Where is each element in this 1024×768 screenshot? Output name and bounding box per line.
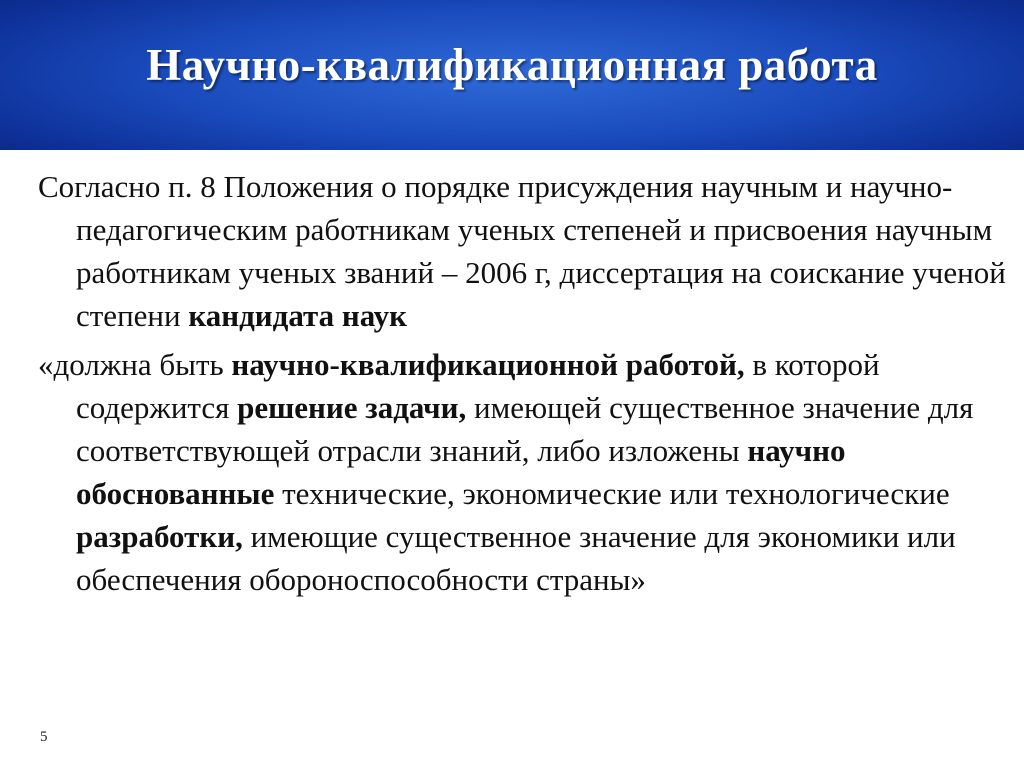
slide-body: [38, 165, 1010, 601]
emphasis-scientifically-grounded: научно обоснованные: [76, 433, 846, 511]
quote-text-3: имеющей существенное значение для соответствующей отрасли знаний, либо изложены: [76, 390, 974, 468]
paragraph-regulation-text: Согласно п. 8 Положения о порядке присуждения научным и научно-педагогическим работникам ученых степеней и присвоения научным работникам ученых званий – 2006 г, диссертация на соискание ученой степени: [38, 169, 1006, 333]
slide-number: 5: [40, 729, 48, 745]
paragraph-regulation: [38, 165, 1010, 337]
quote-text-2: в которой содержится: [76, 347, 880, 425]
emphasis-developments: разработки,: [76, 519, 243, 554]
slide-title: Научно-квалификационная работа: [146, 40, 878, 90]
emphasis-qualification-work: научно-квалификационной работой,: [231, 347, 745, 382]
paragraph-quote: [38, 343, 1010, 601]
quote-text-1: «должна быть: [38, 347, 232, 382]
quote-text-4: технические, экономические или технологические: [274, 476, 950, 511]
quote-text-5: имеющие существенное значение для экономики или обеспечения обороноспособности страны»: [76, 519, 956, 597]
emphasis-candidate-degree: кандидата наук: [188, 298, 408, 333]
emphasis-problem-solution: решение задачи,: [237, 390, 467, 425]
title-banner: [0, 0, 1024, 150]
